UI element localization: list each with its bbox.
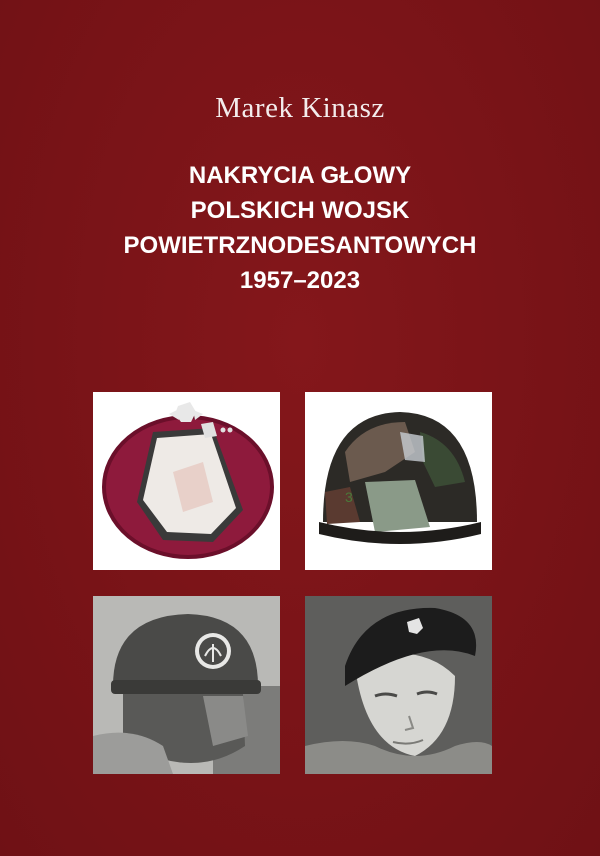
author-name: Marek Kinasz <box>215 92 385 124</box>
beret-illustration <box>93 392 280 570</box>
beret-photo <box>93 392 280 570</box>
book-title <box>0 158 600 298</box>
soldier-helmet-illustration <box>93 596 280 774</box>
soldier-helmet-photo <box>93 596 280 774</box>
title-years: 1957–2023 <box>239 267 361 294</box>
soldier-beret-photo <box>305 596 492 774</box>
helmet-illustration <box>305 392 492 570</box>
helmet-number: 3 <box>345 489 353 505</box>
title-line-2: POLSKICH WOJSK <box>190 197 410 224</box>
helmet-photo <box>305 392 492 570</box>
title-line-3: POWIETRZNODESANTOWYCH <box>123 232 477 259</box>
title-line-1: NAKRYCIA GŁOWY <box>188 162 412 189</box>
soldier-beret-illustration <box>305 596 492 774</box>
